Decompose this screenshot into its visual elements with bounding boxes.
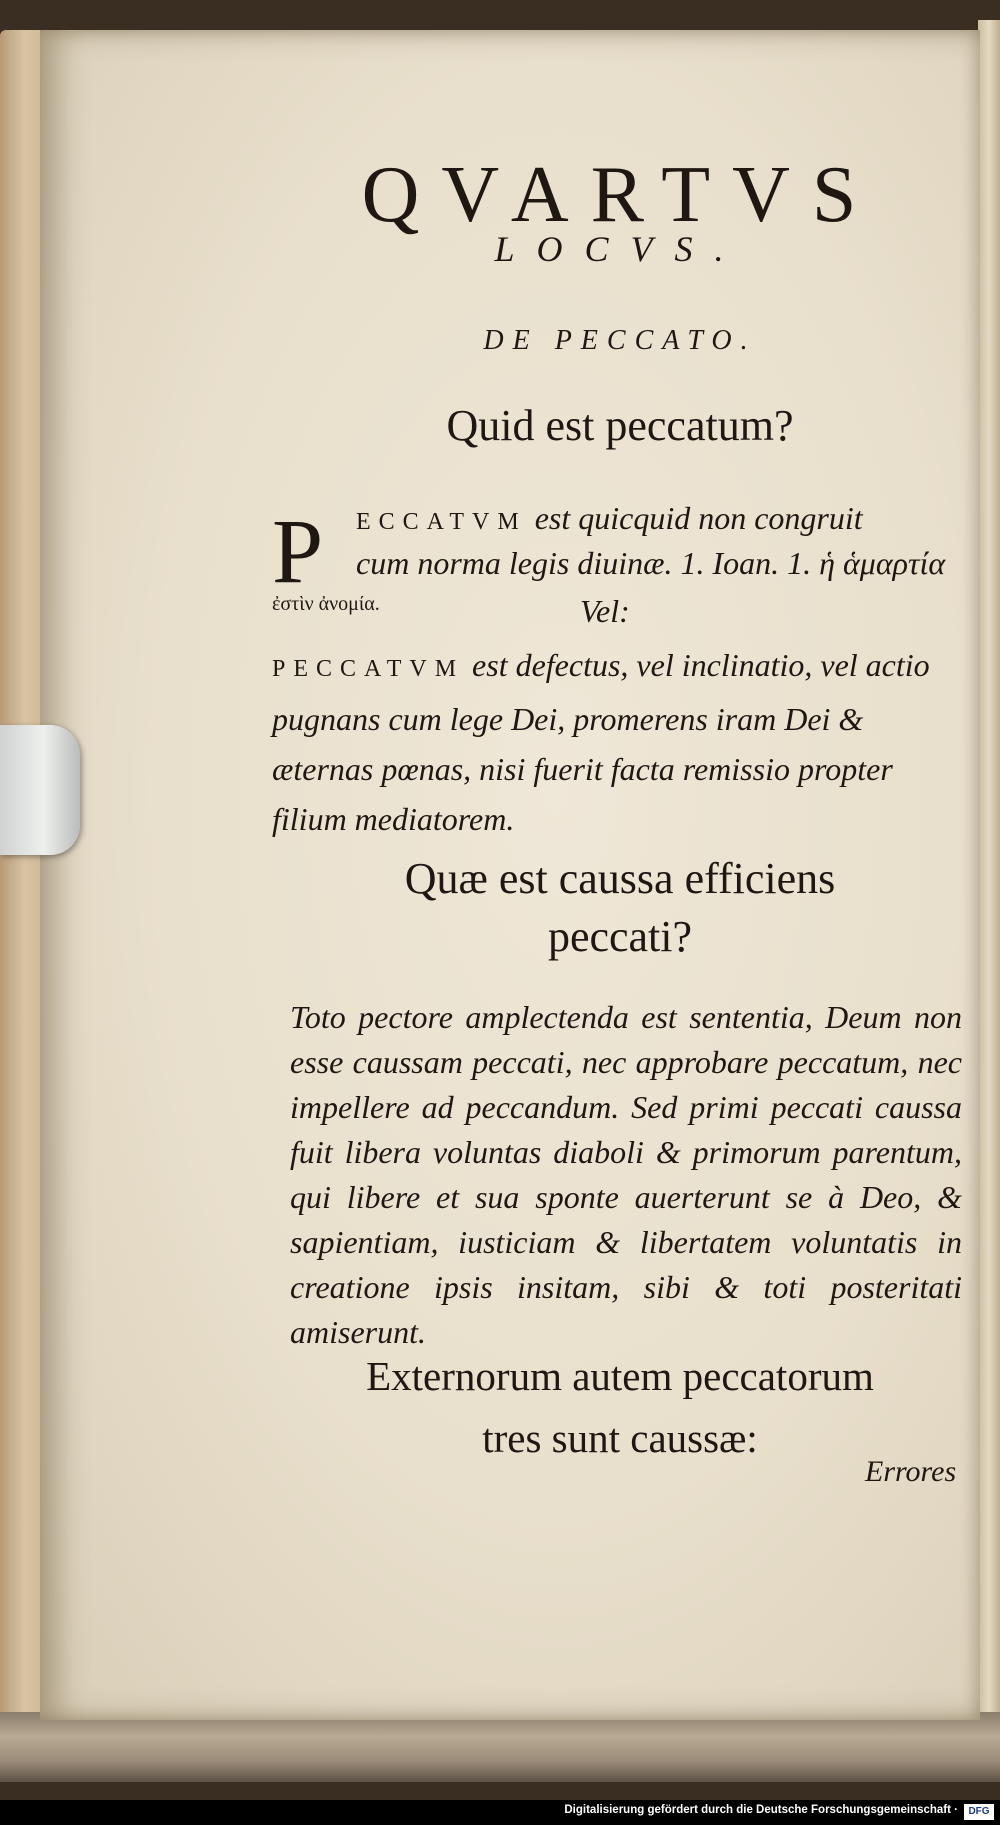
definition-2-text: est defectus, vel inclinatio, vel actio pugnans cum lege Dei, promerens iram Dei & æternas pœnas, nisi fuerit facta remissio propter filium mediatorem. [272, 647, 930, 837]
drop-cap: P [272, 500, 324, 602]
answer-paragraph: Toto pectore amplectenda est sententia, Deum non esse caussam peccati, nec approbare peccatum, nec impellere ad peccandum. Sed primi peccati caussa fuit libera voluntas diaboli & primorum parentum, qui libere et sua sponte auerterunt se à Deo, & sapientiam, iusticiam & libertatem voluntatis in creatione ipsis insitam, sibi & toti posteritati amiserunt. [290, 999, 962, 1350]
footer-credit: Digitalisierung gefördert durch die Deutsche Forschungsgemeinschaft · [564, 1804, 958, 1816]
catchword: Errores [865, 1455, 957, 1488]
definition-2 [272, 640, 964, 844]
book-binding [0, 1712, 1000, 1782]
heading-title: QVARTVS [361, 151, 879, 239]
definition-1-line-2: cum norma legis diuinæ. 1. Ioan. 1. ἡ ἁμαρτία [356, 545, 946, 581]
question-2-line-1: Quæ est caussa efficiens [404, 854, 836, 903]
question-heading-3 [280, 1345, 960, 1469]
dfg-logo: DFG [964, 1804, 994, 1820]
small-caps-word: PECCATVM [272, 656, 465, 682]
question-heading-2 [280, 850, 960, 966]
question-3-line-1: Externorum autem peccatorum [366, 1353, 874, 1399]
heading-subtitle: LOCVS. [494, 229, 746, 269]
greek-line: ἐστὶν ἀνομία. [272, 593, 380, 615]
vel-label: Vel: [580, 593, 630, 629]
question-2-line-2: peccati? [547, 912, 693, 961]
metal-clip [0, 725, 80, 855]
page-stack-right [978, 20, 1000, 1740]
small-caps-word: ECCATVM [356, 509, 527, 535]
question-3-line-2: tres sunt caussæ: [482, 1415, 758, 1461]
section-title: DE PECCATO. [483, 325, 757, 356]
question-heading-1: Quid est peccatum? [446, 401, 794, 450]
definition-1-text: est quicquid non congruit [534, 500, 863, 536]
definition-1-line-1 [356, 500, 964, 537]
